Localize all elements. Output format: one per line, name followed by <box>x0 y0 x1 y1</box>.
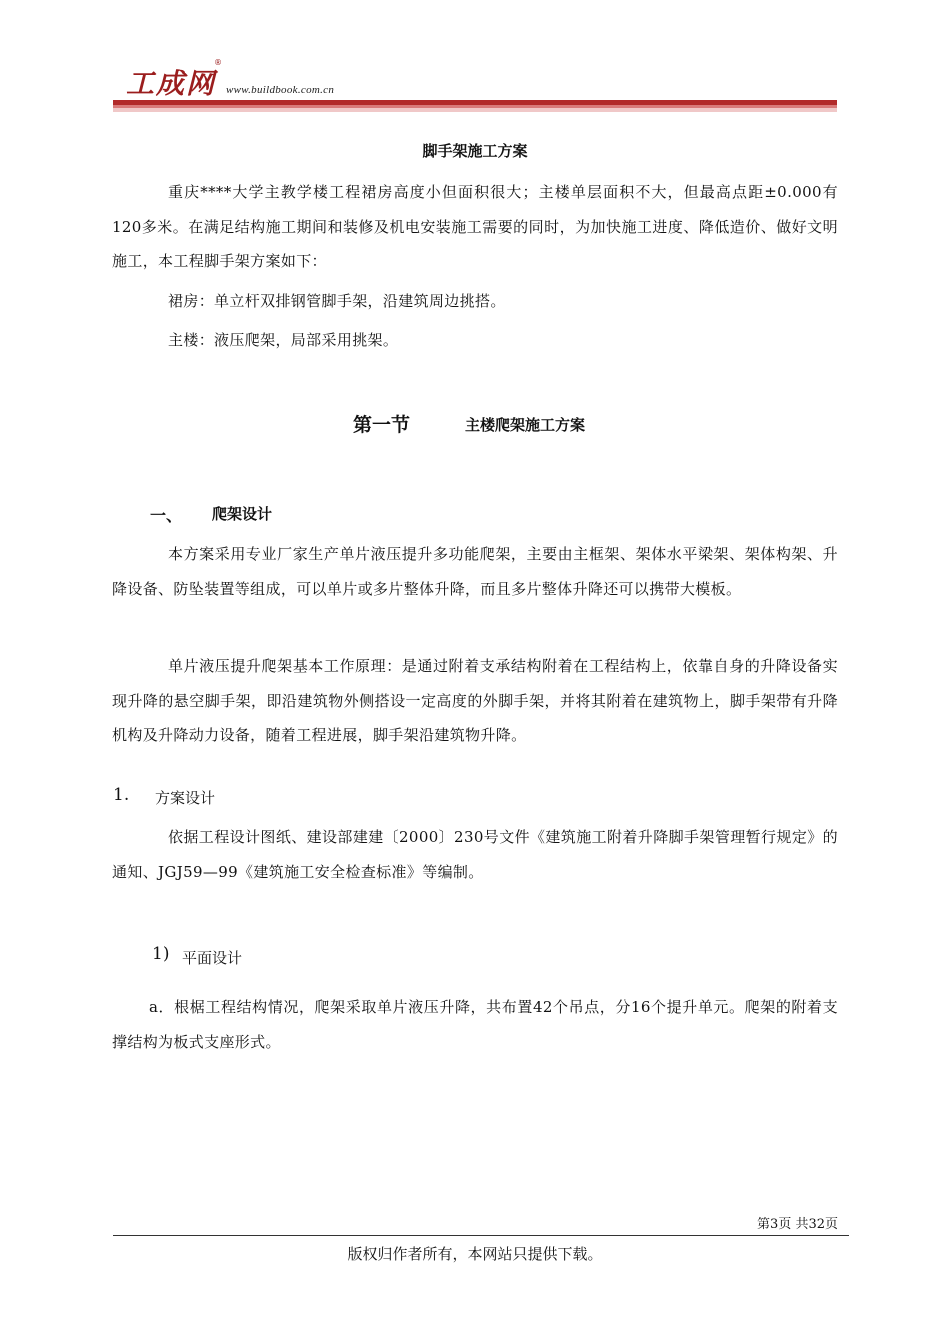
item-number: 1. <box>113 785 130 805</box>
subitem-title: 平面设计 <box>182 949 243 967</box>
basis-paragraph: 依据工程设计图纸、建设部建建〔2000〕230号文件《建筑施工附着升降脚手架管理暂行规定》的通知、JGJ59—99《建筑施工安全检查标准》等编制。 <box>112 828 838 881</box>
intro-paragraph: 重庆****大学主教学楼工程裙房高度小但面积很大；主楼单层面积不大，但最高点距±0.000有120多米。在满足结构施工期间和装修及机电安装施工需要的同时，为加快施工进度、降低造价、做好文明施工，本工程脚手架方案如下： <box>112 183 838 270</box>
section-number: 第一节 <box>353 414 411 436</box>
principle-paragraph: 单片液压提升爬架基本工作原理：是通过附着支承结构附着在工程结构上，依靠自身的升降设备实现升降的悬空脚手架，即沿建筑物外侧搭设一定高度的外脚手架，并将其附着在建筑物上，脚手架带有升降机构及升降动力设备，随着工程进展，脚手架沿建筑物升降。 <box>112 657 838 744</box>
header-divider-bar <box>113 100 837 112</box>
subsection-name: 爬架设计 <box>212 505 273 523</box>
footer-divider <box>113 1235 849 1236</box>
logo-text[interactable]: 工成网 <box>126 67 217 100</box>
page-number: 第3页 共32页 <box>757 1217 838 1232</box>
subitem-number: 1) <box>152 944 170 964</box>
site-url[interactable]: www.buildbook.com.cn <box>226 84 335 96</box>
main-building-line: 主楼：液压爬架，局部采用挑架。 <box>168 331 399 349</box>
document-title: 脚手架施工方案 <box>422 142 528 160</box>
design-paragraph: 本方案采用专业厂家生产单片液压提升多功能爬架，主要由主框架、架体水平梁架、架体构架、升降设备、防坠装置等组成，可以单片或多片整体升降，而且多片整体升降还可以携带大模板。 <box>112 545 838 598</box>
footer-copyright: 版权归作者所有，本网站只提供下载。 <box>347 1245 603 1263</box>
section-name: 主楼爬架施工方案 <box>465 416 586 434</box>
registered-mark: ® <box>214 58 222 67</box>
plan-paragraph: a．根椐工程结构情况，爬架采取单片液压升降，共布置42个吊点，分16个提升单元。爬架的附着支撑结构为板式支座形式。 <box>112 998 838 1051</box>
item-title: 方案设计 <box>155 789 216 807</box>
skirt-building-line: 裙房：单立杆双排钢管脚手架，沿建筑周边挑搭。 <box>168 292 506 310</box>
subsection-number: 一、 <box>150 506 183 525</box>
